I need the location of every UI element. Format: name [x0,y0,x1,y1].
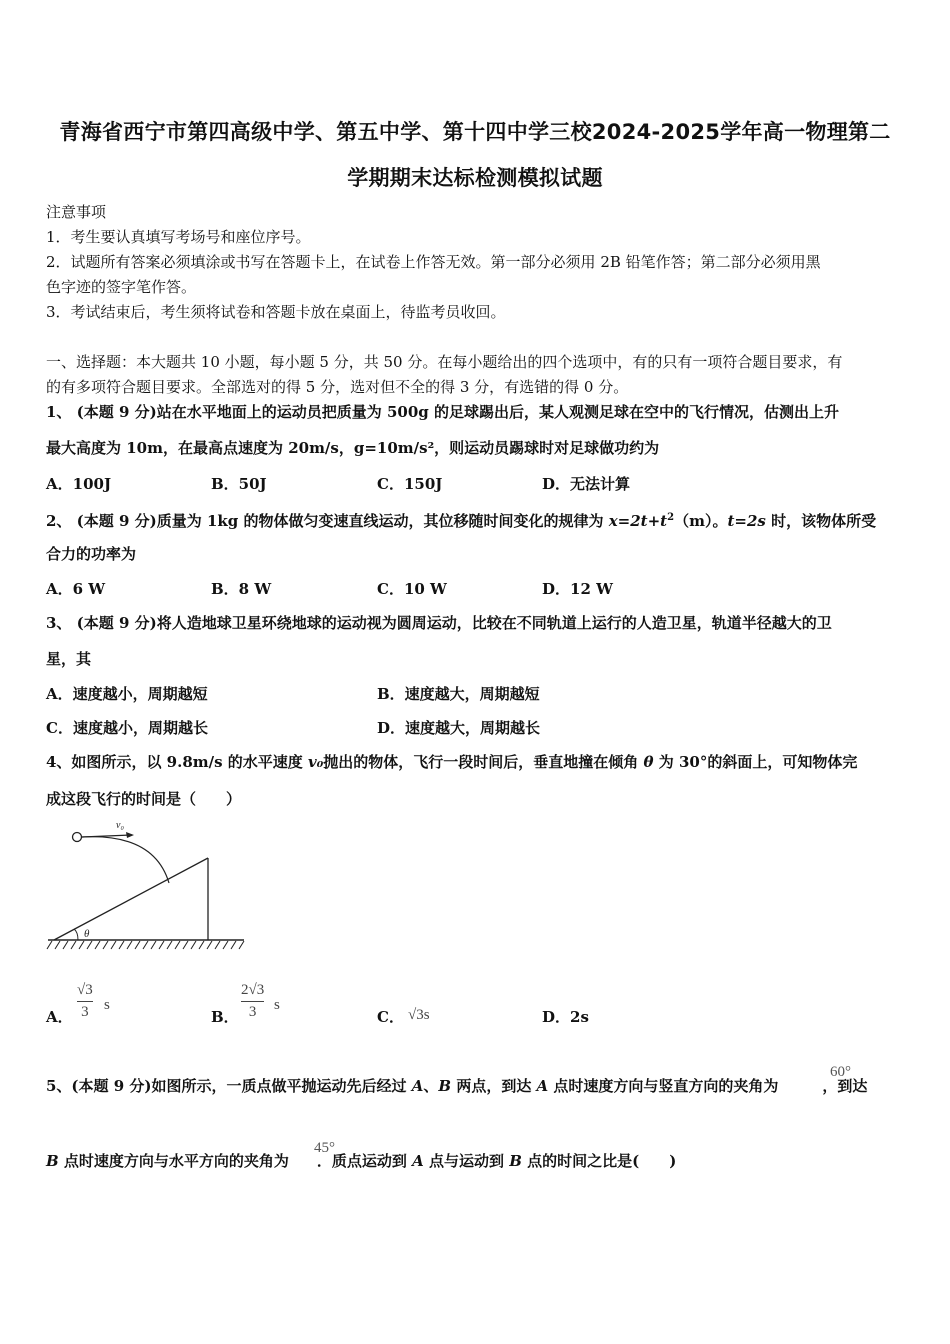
q4-v0: v₀ [308,753,324,771]
q5-angle-60: 60° [830,1064,851,1080]
angle-label: θ [84,928,90,940]
arrowhead-icon [126,832,134,838]
q4-line-2: 成这段飞行的时间是（ ） [46,790,242,808]
q5-line-2: B 点时速度方向与水平方向的夹角为 ．质点运动到 A 点与运动到 B 点的时间之比是( ) [46,1152,677,1170]
q2-option-a: A．6 W [46,580,106,598]
q3-line-1: 3、 (本题 9 分)将人造地球卫星环绕地球的运动视为圆周运动，比较在不同轨道上运行的人造卫星，轨道半径越大的卫 [46,614,832,632]
q3-option-d: D．速度越大，周期越长 [377,719,541,737]
title-line-1: 青海省西宁市第四高级中学、第五中学、第十四中学三校2024-2025学年高一物理第二 [59,120,891,144]
section-intro-2: 的有多项符合题目要求。全部选对的得 5 分，选对但不全的得 3 分，有选错的得 0 分。 [46,378,629,396]
q4-option-d-label: D．2s [542,1008,589,1026]
q1-option-a: A．100J [46,475,112,493]
q2-formula: x=2t+t [608,512,668,530]
q2-time: t=2s [727,512,766,530]
q4-option-a-label: A． [46,1008,73,1026]
ball-icon [73,833,82,842]
q4-option-b-label: B． [211,1008,239,1026]
q1-option-c: C．150J [377,475,443,493]
trajectory-curve [82,837,169,883]
q3-option-c: C．速度越小，周期越长 [46,719,208,737]
q4-option-c-value: √3s [408,1007,430,1023]
ground-hatching [47,941,244,949]
q2-line-2: 合力的功率为 [46,545,137,563]
section-intro-1: 一、选择题：本大题共 10 小题，每小题 5 分，共 50 分。在每小题给出的四个选项中，有的只有一项符合题目要求，有 [46,353,843,371]
q4-figure [44,815,254,955]
q4-option-a-fraction: √3 3 [77,982,93,1020]
q3-option-a: A．速度越小，周期越短 [46,685,208,703]
q4-option-b-unit: s [274,997,280,1013]
notice-item-1: 1．考生要认真填写考场号和座位序号。 [46,228,311,246]
q4-option-b-fraction: 2√3 3 [241,982,265,1020]
incline-surface [54,858,208,940]
q1-option-b: B．50J [211,475,267,493]
notice-item-2-cont: 色字迹的签字笔作答。 [46,278,197,296]
q2-option-b: B．8 W [211,580,272,598]
q4-option-d-value: 2s [570,1008,589,1026]
q5-line-1: 5、(本题 9 分)如图所示，一质点做平抛运动先后经过 A、B 两点，到达 A 点时速度方向与竖直方向的夹角为 ，到达 [46,1077,868,1095]
title-line-2: 学期期末达标检测模拟试题 [347,166,603,190]
q1-option-d: D．无法计算 [542,475,631,493]
q2-line-1: 2、 (本题 9 分)质量为 1kg 的物体做匀变速直线运动，其位移随时间变化的规律为 $x=2t+t^2(m)$。t=2s 时，该物体所受 [46,512,877,530]
q1-line-1: 1、 (本题 9 分)站在水平地面上的运动员把质量为 500g 的足球踢出后，某人观测足球在空中的飞行情况，估测出上升 [46,403,839,421]
q3-option-b: B．速度越大，周期越短 [377,685,540,703]
q2-option-d: D．12 W [542,580,613,598]
q1-line-2: 最大高度为 10m，在最高点速度为 20m/s，g=10m/s²，则运动员踢球时对足球做功约为 [46,439,660,457]
q4-line-1: 4、如图所示，以 9.8m/s 的水平速度 v₀抛出的物体，飞行一段时间后，垂直地撞在倾角 θ 为 30°的斜面上，可知物体完 [46,753,858,771]
angle-arc [74,929,78,940]
q4-theta: θ [643,753,654,771]
q4-option-a-unit: s [104,997,110,1013]
q2-option-c: C．10 W [377,580,447,598]
q3-line-2: 星，其 [46,650,92,668]
q4-option-c-label: C． [377,1008,404,1026]
q5-angle-45: 45° [314,1140,335,1156]
notice-item-3: 3．考试结束后，考生须将试卷和答题卡放在桌面上，待监考员收回。 [46,303,506,321]
notice-item-2: 2．试题所有答案必须填涂或书写在答题卡上，在试卷上作答无效。第一部分必须用 2B 铅笔作答；第二部分必须用黑 [46,253,821,271]
velocity-label: v₀ [116,820,124,831]
notice-heading: 注意事项 [46,203,107,221]
